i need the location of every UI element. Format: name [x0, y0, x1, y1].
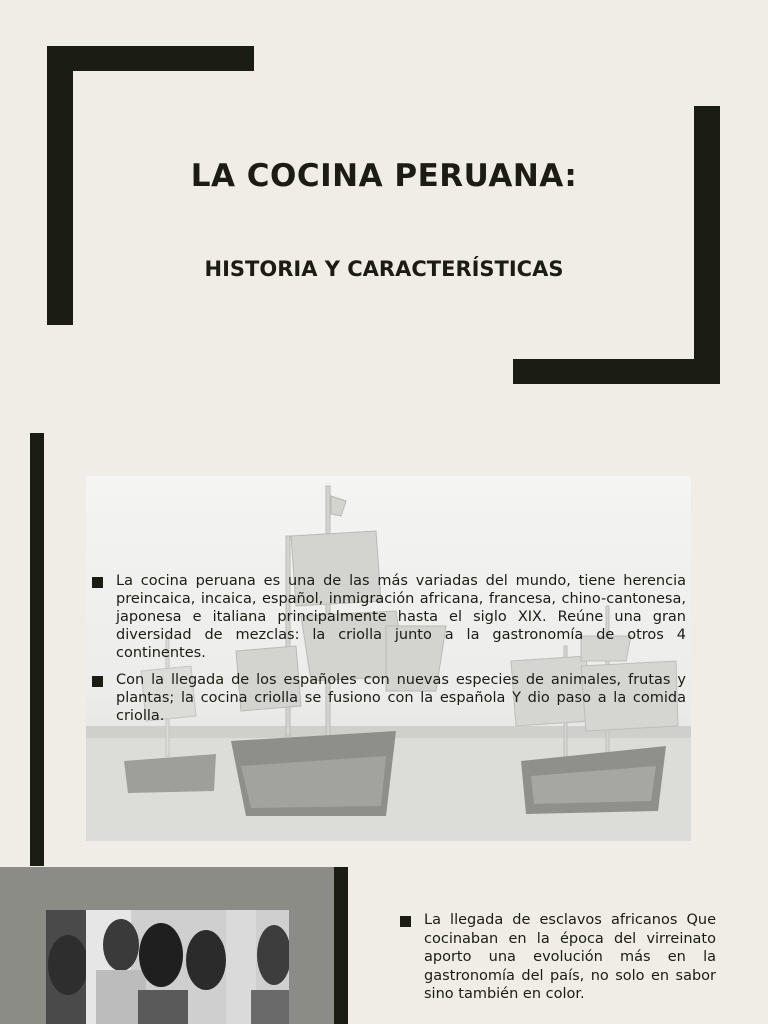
people-photo — [46, 910, 289, 1024]
bullet-text: La cocina peruana es una de las más variadas del mundo, tiene herencia preincaica, incaica, español, inmigración africana, francesa, chino-cantonesa, japonesa e italiana principalmente hasta el siglo XIX. Reúne una gran diversidad de mezclas: la criolla junto a la gastronomía de otros 4 continentes. — [116, 573, 686, 661]
lower-accent-bar — [334, 867, 348, 1024]
frame-top-left-horizontal — [47, 46, 254, 71]
frame-bottom-right-vertical — [694, 106, 720, 384]
bullet-list-secondary — [400, 911, 716, 1004]
bullet-list-main — [92, 572, 686, 734]
square-bullet-icon — [92, 577, 103, 588]
frame-bottom-right-horizontal — [513, 359, 720, 384]
square-bullet-icon — [400, 916, 411, 927]
bullet-item — [92, 572, 686, 662]
bullet-item — [92, 671, 686, 725]
bullet-text: La llegada de esclavos africanos Que cocinaban en la época del virreinato aporto una evolución más en la gastronomía del país, no solo en sabor sino también en color. — [424, 912, 716, 1002]
bullet-item — [400, 911, 716, 1004]
page-title: LA COCINA PERUANA: — [190, 158, 578, 194]
square-bullet-icon — [92, 676, 103, 687]
page-subtitle: HISTORIA Y CARACTERÍSTICAS — [204, 257, 564, 281]
left-accent-bar — [30, 433, 44, 866]
bullet-text: Con la llegada de los españoles con nuevas especies de animales, frutas y plantas; la cocina criolla se fusiono con la española Y dio paso a la comida criolla. — [116, 672, 686, 724]
